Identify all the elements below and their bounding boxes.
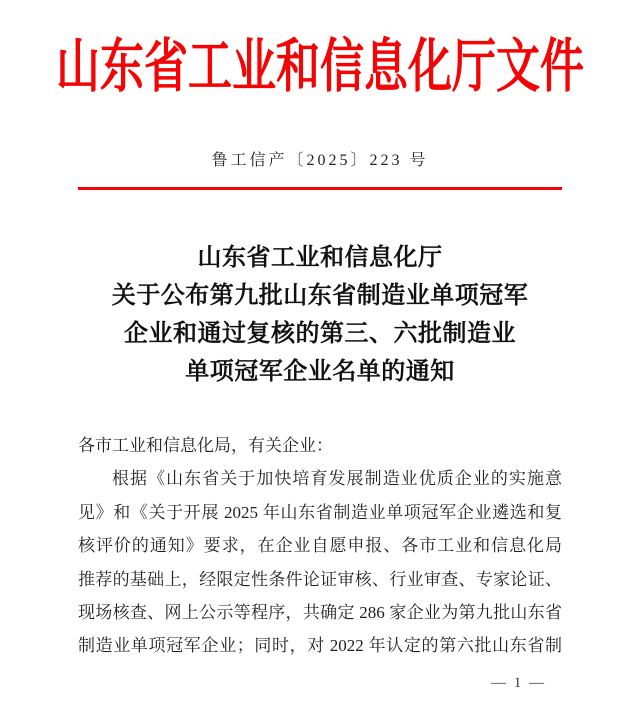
red-masthead <box>56 23 584 100</box>
body-block <box>78 429 562 663</box>
paragraph-line: 现场核查、网上公示等程序，共确定 286 家企业为第九批山东省 <box>78 603 562 623</box>
paragraph-line: 见》和《关于开展 2025 年山东省制造业单项冠军企业遴选和复 <box>78 502 562 522</box>
document-title <box>78 239 562 391</box>
body-paragraph <box>78 462 562 662</box>
red-separator-line <box>78 187 562 190</box>
agency-title: 山东省工业和信息化厅文件 <box>56 34 584 100</box>
page-number: — 1 — <box>491 675 546 691</box>
salutation: 各市工业和信息化局，有关企业： <box>78 436 333 455</box>
document-title-line: 山东省工业和信息化厅 <box>197 245 443 271</box>
document-title-line: 关于公布第九批山东省制造业单项冠军 <box>111 283 529 309</box>
paragraph-line: 根据《山东省关于加快培育发展制造业优质企业的实施意 <box>112 469 562 489</box>
document-title-line: 单项冠军企业名单的通知 <box>185 359 455 385</box>
paragraph-line: 制造业单项冠军企业；同时，对 2022 年认定的第六批山东省制 <box>78 636 562 656</box>
document-title-line: 企业和通过复核的第三、六批制造业 <box>124 321 516 347</box>
document-content <box>56 23 584 663</box>
paragraph-line: 核评价的通知》要求，在企业自愿申报、各市工业和信息化局 <box>78 536 562 556</box>
doc-number: 鲁工信产〔2025〕223 号 <box>211 152 429 169</box>
paragraph-line: 推荐的基础上，经限定性条件论证审核、行业审查、专家论证、 <box>78 569 562 589</box>
